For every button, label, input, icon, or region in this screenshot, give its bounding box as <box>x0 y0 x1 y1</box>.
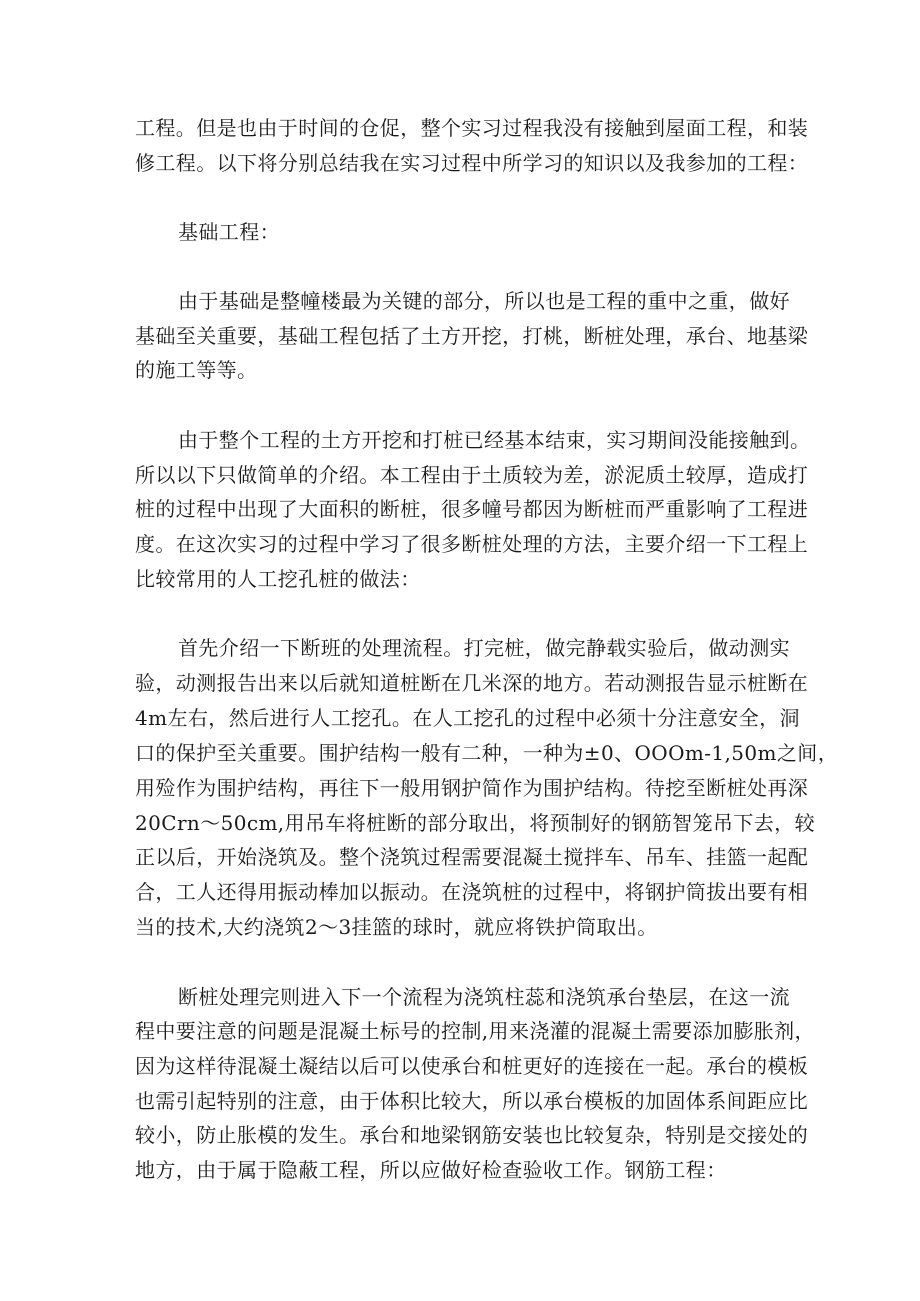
text-line: 工程。但是也由于时间的仓促，整个实习过程我没有接触到屋面工程，和装 <box>135 116 809 140</box>
text-line: 较小，防止胀模的发生。承台和地梁钢筋安装也比较复杂，特别是交接处的 <box>135 1123 809 1147</box>
text-line: 修工程。以下将分别总结我在实习过程中所学习的知识以及我参加的工程： <box>135 151 809 175</box>
text-line: 首先介绍一下断班的处理流程。打完桩，做完静载实验后，做动测实 <box>178 636 790 660</box>
text-line: 程中要注意的问题是混凝土标号的控制,用来浇灌的混凝土需要添加膨胀剂， <box>135 1019 815 1043</box>
text-line: 也需引起特别的注意，由于体积比较大，所以承台模板的加固体系间距应比 <box>135 1089 809 1113</box>
text-line: 口的保护至关重要。围护结构一般有二种，一种为±0、OOOm-1,50m之间， <box>135 741 839 765</box>
text-line: 因为这样待混凝土凝结以后可以使承台和桩更好的连接在一起。承台的模板 <box>135 1054 809 1078</box>
text-line: 当的技术,大约浇筑2～3挂篮的球时，就应将铁护筒取出。 <box>135 915 658 939</box>
text-line: 地方，由于属于隐蔽工程，所以应做好检查验收工作。钢筋工程： <box>135 1158 727 1182</box>
text-line: 由于基础是整幢楼最为关键的部分，所以也是工程的重中之重，做好 <box>178 289 790 313</box>
text-line: 所以以下只做简单的介绍。本工程由于土质较为差，淤泥质土较厚，造成打 <box>135 463 809 487</box>
text-line: 正以后，开始浇筑及。整个浇筑过程需要混凝土搅拌车、吊车、挂篮一起配 <box>135 845 809 869</box>
text-line: 用殓作为围护结构，再往下一般用钢护简作为围护结构。待挖至断桩处再深 <box>135 776 809 800</box>
text-line: 由于整个工程的土方开挖和打桩已经基本结束，实习期间没能接触到。 <box>178 428 811 452</box>
text-line: 桩的过程中出现了大面积的断桩，很多幢号都因为断桩而严重影响了工程进 <box>135 497 809 521</box>
text-line: 基础至关重要，基础工程包括了土方开挖，打桃，断桩处理，承台、地基梁 <box>135 324 809 348</box>
text-line: 验，动测报告出来以后就知道桩断在几米深的地方。若动测报告显示桩断在 <box>135 671 809 695</box>
text-line: 的施工等等。 <box>135 358 258 382</box>
text-line: 断桩处理完则进入下一个流程为浇筑柱蕊和浇筑承台垫层，在这一流 <box>178 985 790 1009</box>
text-line: 4m左右，然后进行人工挖孔。在人工挖孔的过程中必须十分注意安全，洞 <box>135 706 800 730</box>
text-line: 比较常用的人工挖孔桩的做法： <box>135 567 421 591</box>
text-line: 合，工人还得用振动棒加以振动。在浇筑桩的过程中，将钢护筒拔出要有相 <box>135 880 809 904</box>
text-line: 20Crn～50cm,用吊车将桩断的部分取出，将预制好的钢筋智笼吊下去，较 <box>135 811 815 835</box>
text-line: 度。在这次实习的过程中学习了很多断桩处理的方法，主要介绍一下工程上 <box>135 532 809 556</box>
section-heading: 基础工程： <box>178 220 280 244</box>
